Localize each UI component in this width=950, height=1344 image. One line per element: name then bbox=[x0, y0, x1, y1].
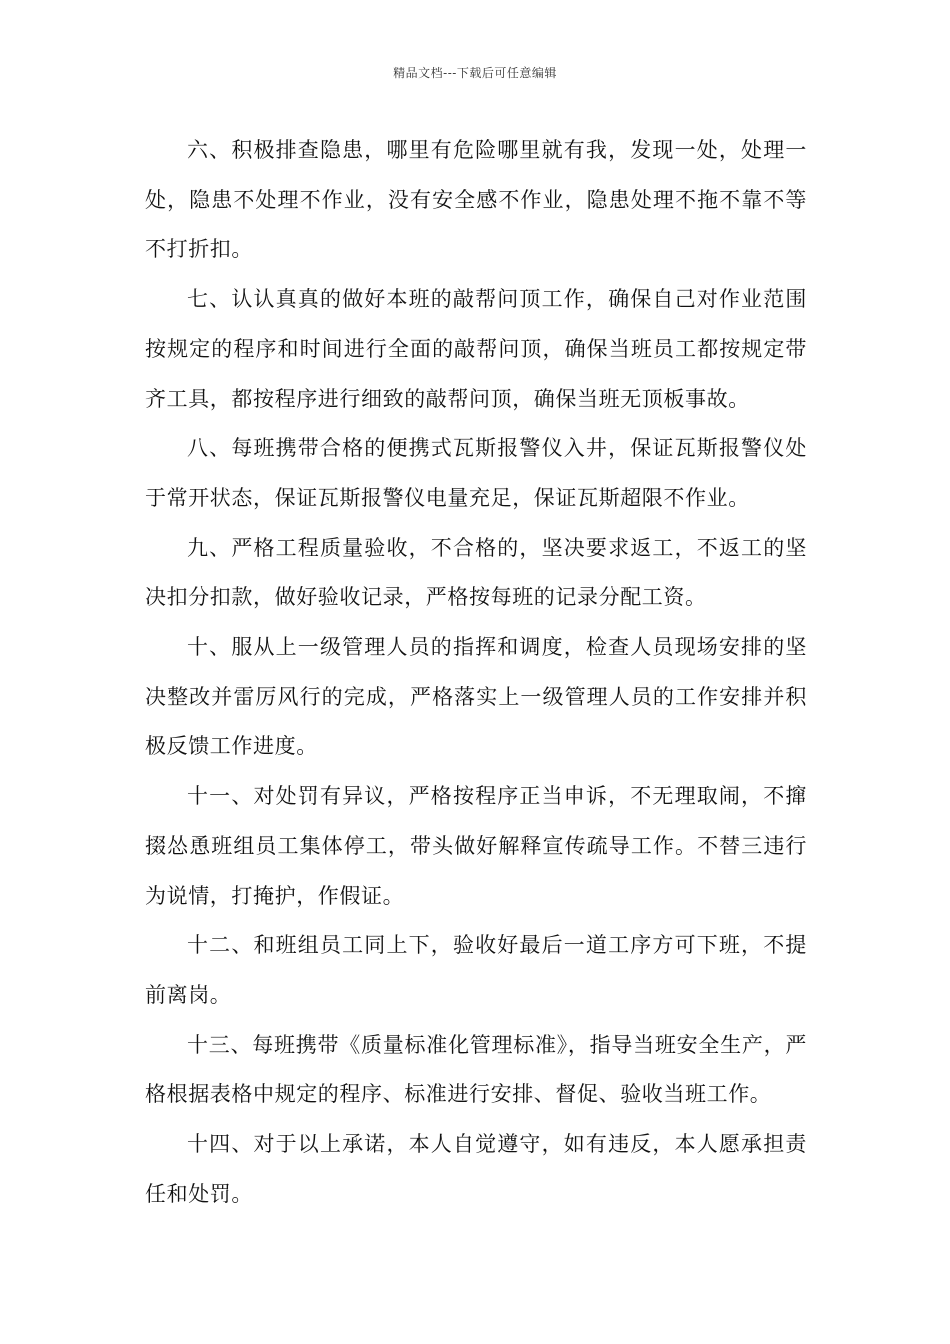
paragraph-11: 十一、对处罚有异议，严格按程序正当申诉，不无理取闹，不撺掇怂恿班组员工集体停工，带头做好解释宣传疏导工作。不替三违行为说情，打掩护，作假证。 bbox=[145, 784, 807, 908]
paragraph-12: 十二、和班组员工同上下，验收好最后一道工序方可下班，不提前离岗。 bbox=[145, 933, 807, 1007]
paragraph-6: 六、积极排查隐患，哪里有危险哪里就有我，发现一处，处理一处，隐患不处理不作业，没有安全感不作业，隐患处理不拖不靠不等不打折扣。 bbox=[145, 138, 807, 262]
paragraph-14: 十四、对于以上承诺，本人自觉遵守，如有违反，本人愿承担责任和处罚。 bbox=[145, 1132, 807, 1206]
paragraph-8: 八、每班携带合格的便携式瓦斯报警仪入井，保证瓦斯报警仪处于常开状态，保证瓦斯报警仪电量充足，保证瓦斯超限不作业。 bbox=[145, 436, 807, 510]
paragraph-10: 十、服从上一级管理人员的指挥和调度，检查人员现场安排的坚决整改并雷厉风行的完成，严格落实上一级管理人员的工作安排并积极反馈工作进度。 bbox=[145, 635, 807, 759]
paragraph-9: 九、严格工程质量验收，不合格的，坚决要求返工，不返工的坚决扣分扣款，做好验收记录，严格按每班的记录分配工资。 bbox=[145, 535, 807, 610]
paragraph-13: 十三、每班携带《质量标准化管理标准》，指导当班安全生产，严格根据表格中规定的程序、标准进行安排、督促、验收当班工作。 bbox=[145, 1032, 807, 1107]
paragraph-7: 七、认认真真的做好本班的敲帮问顶工作，确保自己对作业范围按规定的程序和时间进行全面的敲帮问顶，确保当班员工都按规定带齐工具，都按程序进行细致的敲帮问顶，确保当班无顶板事故。 bbox=[145, 287, 807, 411]
document-body bbox=[145, 126, 807, 1219]
page-header: 精品文档---下载后可任意编辑 bbox=[393, 66, 557, 80]
